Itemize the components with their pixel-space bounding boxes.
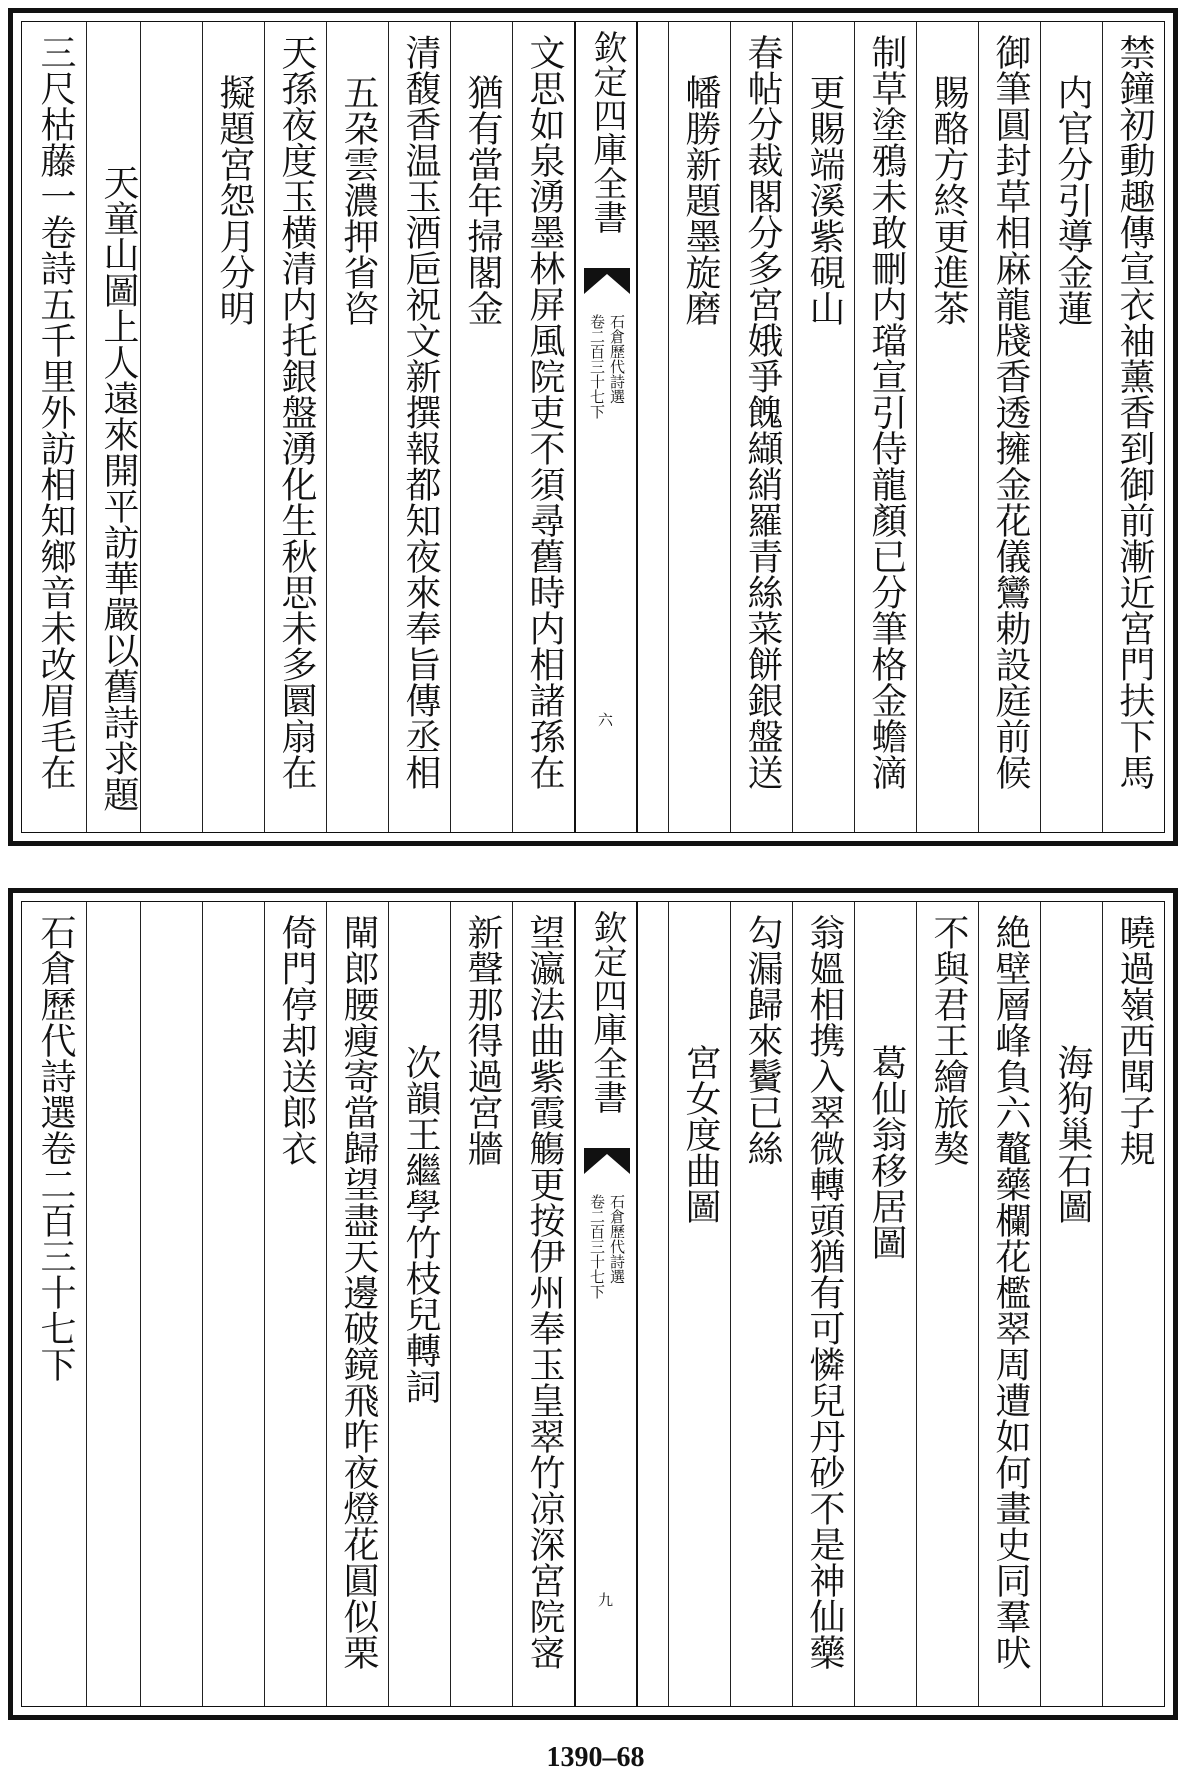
- column: [792, 22, 854, 832]
- column: [202, 22, 264, 832]
- spine-page-number: 九: [596, 1592, 614, 1607]
- verse-line: 文思如泉湧墨林屏風院吏不須尋舊時内相諸孫在: [524, 34, 565, 790]
- poem-title: 次韻王繼學竹枝兒轉詞: [400, 1044, 441, 1404]
- column: [854, 902, 916, 1706]
- spine-volume: 卷二百三十七下: [588, 314, 606, 419]
- verse-line: 猶有當年掃閣金: [462, 74, 503, 326]
- column: [512, 902, 574, 1706]
- column: [264, 22, 326, 832]
- verse-line: 内官分引導金蓮: [1052, 74, 1093, 326]
- column: [450, 22, 512, 832]
- column: [978, 22, 1040, 832]
- column: [388, 22, 450, 832]
- verse-line: 五朶雲濃押省咨: [338, 74, 379, 326]
- column: [24, 902, 86, 1706]
- verse-line: 擬題宮怨月分明: [214, 74, 255, 326]
- column: [24, 22, 86, 832]
- page-footer-number: 1390–68: [546, 1742, 645, 1773]
- column: [668, 902, 730, 1706]
- page-bottom: [8, 888, 1178, 1720]
- column: [450, 902, 512, 1706]
- page-top: [8, 8, 1178, 846]
- poem-title: 海狗巢石圖: [1052, 1044, 1093, 1224]
- spine-volume: 卷二百三十七下: [588, 1194, 606, 1299]
- column: [326, 22, 388, 832]
- juan-end-title: 石倉歷代詩選卷二百三十七下: [35, 914, 76, 1382]
- column: [1040, 22, 1102, 832]
- poem-title: 葛仙翁移居圖: [866, 1044, 907, 1260]
- text-frame-top: [21, 21, 1165, 833]
- column: [854, 22, 916, 832]
- verse-line: 三尺枯藤一卷詩五千里外訪相知鄉音未改眉毛在: [35, 34, 76, 790]
- column: [512, 22, 574, 832]
- verse-line: 更賜端溪紫硯山: [804, 74, 845, 326]
- verse-line: 天孫夜度玉横清内托銀盤湧化生秋思未多圜扇在: [276, 34, 317, 790]
- column: [202, 902, 264, 1706]
- verse-line: 幡勝新題墨旋磨: [680, 74, 721, 326]
- column: [916, 902, 978, 1706]
- verse-line: 望瀛法曲紫霞觴更按伊州奉玉皇翠竹凉深宮院宻: [524, 914, 565, 1670]
- poem-title: 曉過嶺西聞子規: [1114, 914, 1155, 1166]
- center-spine: [574, 902, 638, 1706]
- spine-page-number: 六: [596, 712, 614, 727]
- verse-line: 翁媼相携入翠微轉頭猶有可憐兒丹砂不是神仙藥: [804, 914, 845, 1670]
- column: [326, 902, 388, 1706]
- column: [1102, 22, 1164, 832]
- verse-line: 禁鐘初動趣傳宣衣袖薰香到御前漸近宮門扶下馬: [1114, 34, 1155, 790]
- spine-title: 欽定四庫全書: [587, 910, 627, 1114]
- column: [140, 22, 202, 832]
- spine-title: 欽定四庫全書: [587, 30, 627, 234]
- verse-line: 新聲那得過宮牆: [462, 914, 503, 1166]
- poem-title: 宮女度曲圖: [680, 1044, 721, 1224]
- center-spine: [574, 22, 638, 832]
- verse-line: 勾漏歸來鬢已絲: [742, 914, 783, 1166]
- column: [140, 902, 202, 1706]
- verse-line: 清馥香温玉酒巵祝文新撰報都知夜來奉旨傳丞相: [400, 34, 441, 790]
- text-frame-bottom: [21, 901, 1165, 1707]
- column: [264, 902, 326, 1706]
- verse-line: 倚門停却送郎衣: [276, 914, 317, 1166]
- verse-line: 御筆圓封草相麻龍牋香透擁金花儀鸞勅設庭前候: [990, 34, 1031, 790]
- verse-line: 春帖分裁閣分多宮娥爭餽纈綃羅青絲菜餅銀盤送: [742, 34, 783, 790]
- column: [978, 902, 1040, 1706]
- poem-title: 天童山圖上人遠來開平訪華嚴以舊詩求題: [98, 164, 139, 812]
- verse-line: 制草塗鴉未敢刪内璫宣引侍龍顏已分筆格金蟾滴: [866, 34, 907, 790]
- verse-line: 賜酪方終更進茶: [928, 74, 969, 326]
- verse-line: 絶壁層峰負六鼇藥欄花檻翠周遭如何畫史同羣吠: [990, 914, 1031, 1670]
- fishtail-mark-icon: [584, 268, 630, 294]
- spine-collection-title: 石倉歷代詩選: [608, 314, 626, 404]
- verse-line: 閘郎腰瘦寄當歸望盡天邊破鏡飛昨夜燈花圓似栗: [338, 914, 379, 1670]
- column: [1102, 902, 1164, 1706]
- column: [388, 902, 450, 1706]
- column: [86, 902, 148, 1706]
- column: [730, 22, 792, 832]
- fishtail-mark-icon: [584, 1148, 630, 1174]
- column: [668, 22, 730, 832]
- column: [1040, 902, 1102, 1706]
- spine-collection-title: 石倉歷代詩選: [608, 1194, 626, 1284]
- column: [86, 22, 148, 832]
- column: [916, 22, 978, 832]
- column: [792, 902, 854, 1706]
- verse-line: 不與君王繪旅獒: [928, 914, 969, 1166]
- column: [730, 902, 792, 1706]
